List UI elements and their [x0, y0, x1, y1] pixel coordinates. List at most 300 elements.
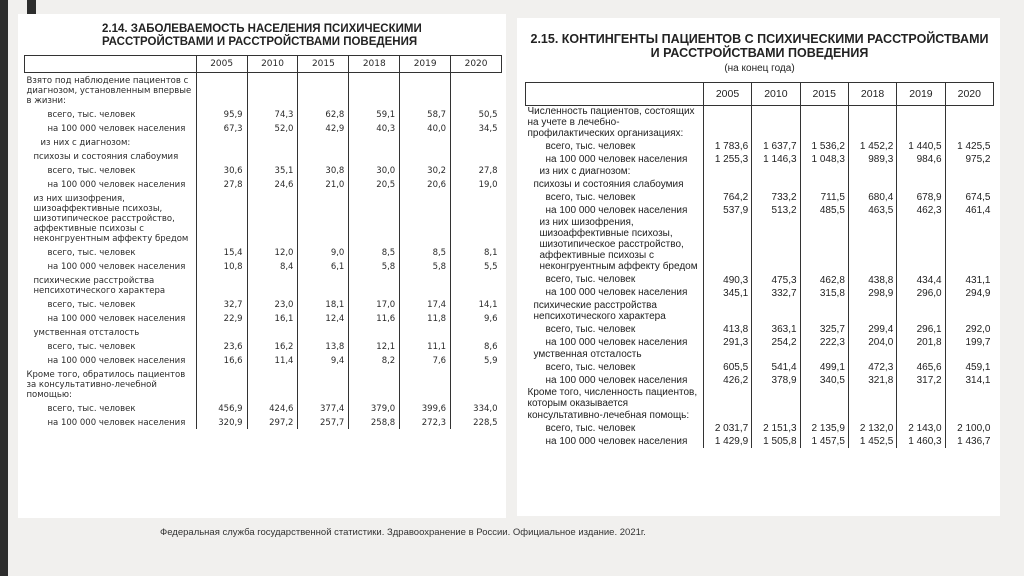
- row-label: всего, тыс. человек: [25, 163, 197, 177]
- value-cell: 5,9: [483, 356, 498, 367]
- value-cell: [349, 367, 400, 401]
- value-cell: 1 146,3: [752, 153, 800, 166]
- value-cell: 8,2: [349, 353, 400, 367]
- row-label: на 100 000 человек населения: [25, 177, 197, 191]
- header-empty-cell: [526, 82, 704, 105]
- value-cell: 377,4: [298, 401, 349, 415]
- value-cell: [848, 300, 896, 323]
- value-cell: 30,0: [349, 163, 400, 177]
- value-cell: 16,1: [247, 311, 298, 325]
- value-cell: 1 436,7: [957, 435, 991, 447]
- value-cell: 490,3: [703, 274, 751, 287]
- value-cell: [897, 179, 945, 191]
- row-label: на 100 000 человек населения: [25, 415, 197, 429]
- row-label: всего, тыс. человек: [25, 297, 197, 311]
- table-row: [526, 374, 994, 387]
- table-row: [25, 107, 502, 121]
- row-label: всего, тыс. человек: [526, 274, 704, 287]
- value-cell: 472,3: [848, 361, 896, 374]
- value-cell: 1 452,2: [848, 140, 896, 153]
- table-row: [25, 415, 502, 429]
- row-label: умственная отсталость: [25, 325, 197, 339]
- value-cell: [848, 217, 896, 274]
- value-cell: [752, 217, 800, 274]
- value-cell: [945, 387, 993, 422]
- value-cell: 462,8: [800, 274, 848, 287]
- row-label: умственная отсталость: [526, 349, 704, 361]
- value-cell: 989,3: [848, 153, 896, 166]
- value-cell: 23,6: [196, 339, 247, 353]
- row-label: всего, тыс. человек: [25, 339, 197, 353]
- value-cell: 12,4: [298, 311, 349, 325]
- value-cell: 201,8: [897, 336, 945, 349]
- value-cell: [247, 191, 298, 245]
- value-cell: 984,6: [897, 153, 945, 166]
- value-cell: 35,1: [247, 163, 298, 177]
- value-cell: [349, 135, 400, 149]
- table-row: [25, 311, 502, 325]
- value-cell: [703, 387, 751, 422]
- value-cell: [703, 349, 751, 361]
- value-cell: 465,6: [897, 361, 945, 374]
- table-row: [25, 273, 502, 297]
- row-label: на 100 000 человек населения: [25, 353, 197, 367]
- table-row: [25, 135, 502, 149]
- row-label: всего, тыс. человек: [526, 191, 704, 204]
- value-cell: 258,8: [349, 415, 400, 429]
- value-cell: [703, 179, 751, 191]
- value-cell: 13,8: [298, 339, 349, 353]
- value-cell: 320,9: [196, 415, 247, 429]
- value-cell: 1 425,5: [957, 141, 991, 153]
- value-cell: 52,0: [247, 121, 298, 135]
- year-header: 2020: [945, 82, 993, 105]
- value-cell: 228,5: [473, 418, 498, 429]
- row-label: всего, тыс. человек: [526, 323, 704, 336]
- value-cell: [247, 273, 298, 297]
- table-row: [526, 204, 994, 217]
- value-cell: 456,9: [196, 401, 247, 415]
- value-cell: 314,1: [965, 375, 991, 387]
- value-cell: [848, 349, 896, 361]
- row-label: психозы и состояния слабоумия: [526, 179, 704, 191]
- table-2-14-title: 2.14. ЗАБОЛЕВАЕМОСТЬ НАСЕЛЕНИЯ ПСИХИЧЕСКИМИ РАССТРОЙСТВАМИ И РАССТРОЙСТВАМИ ПОВЕДЕНИЯ: [102, 23, 422, 49]
- table-row: [526, 274, 994, 287]
- value-cell: 461,4: [965, 204, 991, 216]
- value-cell: [298, 367, 349, 401]
- value-cell: 254,2: [752, 336, 800, 349]
- table-row: [25, 245, 502, 259]
- value-cell: 8,5: [400, 245, 451, 259]
- value-cell: [298, 191, 349, 245]
- value-cell: [400, 325, 451, 339]
- row-label: психические расстройства непсихотического характера: [25, 273, 197, 297]
- value-cell: 17,4: [400, 297, 451, 311]
- value-cell: 2 132,0: [848, 422, 896, 435]
- value-cell: 2 143,0: [897, 422, 945, 435]
- value-cell: [945, 300, 993, 323]
- row-label: психические расстройства непсихотического характера: [526, 300, 704, 323]
- value-cell: 294,9: [965, 287, 991, 299]
- value-cell: 12,1: [349, 339, 400, 353]
- value-cell: [196, 135, 247, 149]
- value-cell: [451, 325, 502, 339]
- value-cell: 2 031,7: [703, 422, 751, 435]
- value-cell: 20,6: [400, 177, 451, 191]
- value-cell: 34,5: [478, 124, 498, 135]
- value-cell: 11,6: [349, 311, 400, 325]
- value-cell: 7,6: [400, 353, 451, 367]
- value-cell: [349, 325, 400, 339]
- value-cell: 733,2: [752, 191, 800, 204]
- value-cell: 10,8: [196, 259, 247, 273]
- table-row: [526, 217, 994, 274]
- value-cell: [298, 273, 349, 297]
- value-cell: 674,5: [965, 191, 991, 203]
- value-cell: [897, 300, 945, 323]
- row-label: Взято под наблюдение пациентов с диагнозом, установленным впервые в жизни:: [25, 73, 197, 108]
- value-cell: 11,8: [400, 311, 451, 325]
- value-cell: [196, 273, 247, 297]
- value-cell: [349, 73, 400, 108]
- table-2-15-scan: [517, 18, 1000, 516]
- table-2-14-header-row: [25, 56, 502, 73]
- value-cell: 711,5: [800, 191, 848, 204]
- table-row: [526, 300, 994, 323]
- table-row: [526, 349, 994, 361]
- row-label: всего, тыс. человек: [526, 361, 704, 374]
- value-cell: 438,8: [848, 274, 896, 287]
- source-caption: Федеральная служба государственной статистики. Здравоохранение в России. Официальное издание. 2021г.: [160, 527, 646, 538]
- value-cell: [400, 273, 451, 297]
- value-cell: [945, 217, 993, 274]
- value-cell: 424,6: [247, 401, 298, 415]
- table-2-15-header-row: [526, 82, 994, 105]
- value-cell: [703, 105, 751, 140]
- value-cell: 9,6: [483, 314, 498, 325]
- value-cell: 680,4: [848, 191, 896, 204]
- table-2-14-body: [25, 73, 502, 430]
- value-cell: 1 452,5: [848, 435, 896, 448]
- value-cell: 15,4: [196, 245, 247, 259]
- value-cell: 764,2: [703, 191, 751, 204]
- value-cell: [247, 367, 298, 401]
- value-cell: [451, 191, 502, 245]
- value-cell: 59,1: [349, 107, 400, 121]
- row-label: на 100 000 человек населения: [526, 287, 704, 300]
- value-cell: 204,0: [848, 336, 896, 349]
- value-cell: [800, 300, 848, 323]
- value-cell: [196, 149, 247, 163]
- value-cell: 475,3: [752, 274, 800, 287]
- value-cell: 513,2: [752, 204, 800, 217]
- year-header: 2019: [897, 82, 945, 105]
- row-label: на 100 000 человек населения: [526, 336, 704, 349]
- value-cell: 332,7: [752, 287, 800, 300]
- table-row: [25, 259, 502, 273]
- value-cell: [196, 191, 247, 245]
- value-cell: [349, 273, 400, 297]
- table-row: [25, 339, 502, 353]
- value-cell: [247, 149, 298, 163]
- table-row: [526, 336, 994, 349]
- table-row: [25, 191, 502, 245]
- value-cell: 537,9: [703, 204, 751, 217]
- value-cell: [400, 367, 451, 401]
- value-cell: 1 048,3: [800, 153, 848, 166]
- value-cell: [848, 179, 896, 191]
- value-cell: 9,0: [298, 245, 349, 259]
- value-cell: [897, 105, 945, 140]
- value-cell: [800, 179, 848, 191]
- value-cell: 14,1: [478, 300, 498, 311]
- value-cell: 499,1: [800, 361, 848, 374]
- value-cell: 58,7: [400, 107, 451, 121]
- value-cell: 95,9: [196, 107, 247, 121]
- row-label: из них шизофрения, шизоаффективные психозы, шизотипическое расстройство, аффективные психозы с неконгруентным аффекту бредом: [25, 191, 197, 245]
- value-cell: 434,4: [897, 274, 945, 287]
- row-label: на 100 000 человек населения: [25, 259, 197, 273]
- value-cell: 27,8: [478, 166, 498, 177]
- row-label: на 100 000 человек населения: [25, 311, 197, 325]
- row-label: всего, тыс. человек: [526, 422, 704, 435]
- value-cell: 1 440,5: [897, 140, 945, 153]
- row-label: всего, тыс. человек: [25, 245, 197, 259]
- value-cell: 27,8: [196, 177, 247, 191]
- value-cell: [800, 349, 848, 361]
- value-cell: 5,5: [483, 262, 498, 273]
- value-cell: 11,4: [247, 353, 298, 367]
- table-row: [526, 361, 994, 374]
- row-label: из них шизофрения, шизоаффективные психозы, шизотипическое расстройство, аффективные психозы с неконгруентным аффекту бредом: [526, 217, 704, 274]
- row-label: на 100 000 человек населения: [526, 204, 704, 217]
- value-cell: 42,9: [298, 121, 349, 135]
- table-row: [25, 149, 502, 163]
- value-cell: 8,4: [247, 259, 298, 273]
- value-cell: [400, 191, 451, 245]
- value-cell: 340,5: [800, 374, 848, 387]
- value-cell: 19,0: [478, 180, 498, 191]
- value-cell: 459,1: [965, 362, 991, 374]
- value-cell: 20,5: [349, 177, 400, 191]
- year-header: 2019: [400, 56, 451, 73]
- table-row: [25, 325, 502, 339]
- table-row: [526, 140, 994, 153]
- value-cell: 299,4: [848, 323, 896, 336]
- table-row: [526, 191, 994, 204]
- value-cell: 24,6: [247, 177, 298, 191]
- table-2-15-title: 2.15. КОНТИНГЕНТЫ ПАЦИЕНТОВ С ПСИХИЧЕСКИМИ РАССТРОЙСТВАМИ И РАССТРОЙСТВАМИ ПОВЕДЕНИЯ: [530, 32, 989, 61]
- value-cell: 345,1: [703, 287, 751, 300]
- value-cell: 2 135,9: [800, 422, 848, 435]
- table-2-14: [24, 55, 502, 429]
- row-label: на 100 000 человек населения: [25, 121, 197, 135]
- value-cell: [945, 179, 993, 191]
- year-header: 2010: [247, 56, 298, 73]
- left-accent-bar: [0, 0, 8, 576]
- value-cell: 1 255,3: [703, 153, 751, 166]
- value-cell: [897, 166, 945, 178]
- value-cell: [298, 135, 349, 149]
- row-label: Численность пациентов, состоящих на учете в лечебно-профилактических организациях:: [526, 105, 704, 140]
- value-cell: 1 429,9: [703, 435, 751, 448]
- value-cell: 8,6: [483, 342, 498, 353]
- value-cell: [848, 166, 896, 178]
- value-cell: 426,2: [703, 374, 751, 387]
- table-2-15: [525, 82, 994, 448]
- value-cell: [897, 217, 945, 274]
- value-cell: [800, 217, 848, 274]
- value-cell: 67,3: [196, 121, 247, 135]
- year-header: 2018: [349, 56, 400, 73]
- value-cell: [400, 135, 451, 149]
- value-cell: 8,5: [349, 245, 400, 259]
- table-2-15-body: [526, 105, 994, 448]
- value-cell: [752, 105, 800, 140]
- table-row: [25, 353, 502, 367]
- value-cell: [451, 73, 502, 108]
- value-cell: [703, 217, 751, 274]
- value-cell: 1 457,5: [800, 435, 848, 448]
- row-label: Кроме того, численность пациентов, которым оказывается консультативно-лечебная помощь:: [526, 387, 704, 422]
- value-cell: [945, 105, 993, 140]
- value-cell: 292,0: [965, 324, 991, 335]
- value-cell: 199,7: [965, 337, 991, 348]
- value-cell: 16,2: [247, 339, 298, 353]
- value-cell: 8,1: [483, 248, 498, 259]
- value-cell: 9,4: [298, 353, 349, 367]
- table-2-14-scan: [18, 14, 506, 518]
- value-cell: [800, 105, 848, 140]
- table-row: [25, 163, 502, 177]
- value-cell: [848, 387, 896, 422]
- row-label: всего, тыс. человек: [526, 140, 704, 153]
- value-cell: 541,4: [752, 361, 800, 374]
- value-cell: [752, 179, 800, 191]
- value-cell: 30,8: [298, 163, 349, 177]
- table-row: [25, 121, 502, 135]
- row-label: всего, тыс. человек: [25, 107, 197, 121]
- value-cell: [298, 73, 349, 108]
- value-cell: 21,0: [298, 177, 349, 191]
- value-cell: [703, 166, 751, 178]
- value-cell: 18,1: [298, 297, 349, 311]
- value-cell: 463,5: [848, 204, 896, 217]
- value-cell: 6,1: [298, 259, 349, 273]
- value-cell: [196, 325, 247, 339]
- value-cell: [400, 149, 451, 163]
- value-cell: 62,8: [298, 107, 349, 121]
- value-cell: 291,3: [703, 336, 751, 349]
- value-cell: [848, 105, 896, 140]
- value-cell: 1 783,6: [703, 140, 751, 153]
- table-row: [526, 435, 994, 448]
- value-cell: [945, 349, 993, 361]
- value-cell: [897, 387, 945, 422]
- value-cell: [451, 149, 502, 163]
- value-cell: 485,5: [800, 204, 848, 217]
- year-header: 2005: [703, 82, 751, 105]
- value-cell: 399,6: [400, 401, 451, 415]
- year-header: 2005: [196, 56, 247, 73]
- value-cell: 74,3: [247, 107, 298, 121]
- value-cell: [349, 191, 400, 245]
- value-cell: 5,8: [400, 259, 451, 273]
- value-cell: [800, 166, 848, 178]
- value-cell: 17,0: [349, 297, 400, 311]
- value-cell: 1 505,8: [752, 435, 800, 448]
- table-row: [526, 179, 994, 191]
- value-cell: 605,5: [703, 361, 751, 374]
- value-cell: 975,2: [965, 154, 991, 166]
- value-cell: 11,1: [400, 339, 451, 353]
- value-cell: 32,7: [196, 297, 247, 311]
- table-row: [526, 287, 994, 300]
- value-cell: [703, 300, 751, 323]
- header-empty-cell: [25, 56, 197, 73]
- value-cell: 315,8: [800, 287, 848, 300]
- value-cell: [196, 73, 247, 108]
- value-cell: 1 536,2: [800, 140, 848, 153]
- value-cell: 272,3: [400, 415, 451, 429]
- value-cell: 296,0: [897, 287, 945, 300]
- value-cell: 317,2: [897, 374, 945, 387]
- value-cell: 378,9: [752, 374, 800, 387]
- value-cell: [752, 387, 800, 422]
- value-cell: 379,0: [349, 401, 400, 415]
- value-cell: 12,0: [247, 245, 298, 259]
- table-row: [526, 153, 994, 166]
- value-cell: [451, 135, 502, 149]
- row-label: из них с диагнозом:: [526, 166, 704, 178]
- value-cell: [800, 387, 848, 422]
- value-cell: 678,9: [897, 191, 945, 204]
- value-cell: 30,2: [400, 163, 451, 177]
- row-label: психозы и состояния слабоумия: [25, 149, 197, 163]
- value-cell: 22,9: [196, 311, 247, 325]
- value-cell: 462,3: [897, 204, 945, 217]
- value-cell: 16,6: [196, 353, 247, 367]
- value-cell: [298, 149, 349, 163]
- value-cell: 325,7: [800, 323, 848, 336]
- table-row: [526, 422, 994, 435]
- row-label: Кроме того, обратилось пациентов за консультативно-лечебной помощью:: [25, 367, 197, 401]
- value-cell: [196, 367, 247, 401]
- value-cell: [247, 73, 298, 108]
- value-cell: [298, 325, 349, 339]
- value-cell: 321,8: [848, 374, 896, 387]
- table-row: [25, 367, 502, 401]
- row-label: из них с диагнозом:: [25, 135, 197, 149]
- value-cell: 257,7: [298, 415, 349, 429]
- value-cell: 40,0: [400, 121, 451, 135]
- value-cell: 2 100,0: [957, 422, 991, 434]
- value-cell: [400, 73, 451, 108]
- table-row: [526, 105, 994, 140]
- value-cell: 297,2: [247, 415, 298, 429]
- row-label: всего, тыс. человек: [25, 401, 197, 415]
- table-row: [526, 166, 994, 178]
- row-label: на 100 000 человек населения: [526, 374, 704, 387]
- value-cell: [752, 349, 800, 361]
- row-label: на 100 000 человек населения: [526, 435, 704, 448]
- value-cell: [752, 166, 800, 178]
- year-header: 2018: [848, 82, 896, 105]
- value-cell: 222,3: [800, 336, 848, 349]
- value-cell: 413,8: [703, 323, 751, 336]
- value-cell: [451, 367, 502, 401]
- value-cell: [897, 349, 945, 361]
